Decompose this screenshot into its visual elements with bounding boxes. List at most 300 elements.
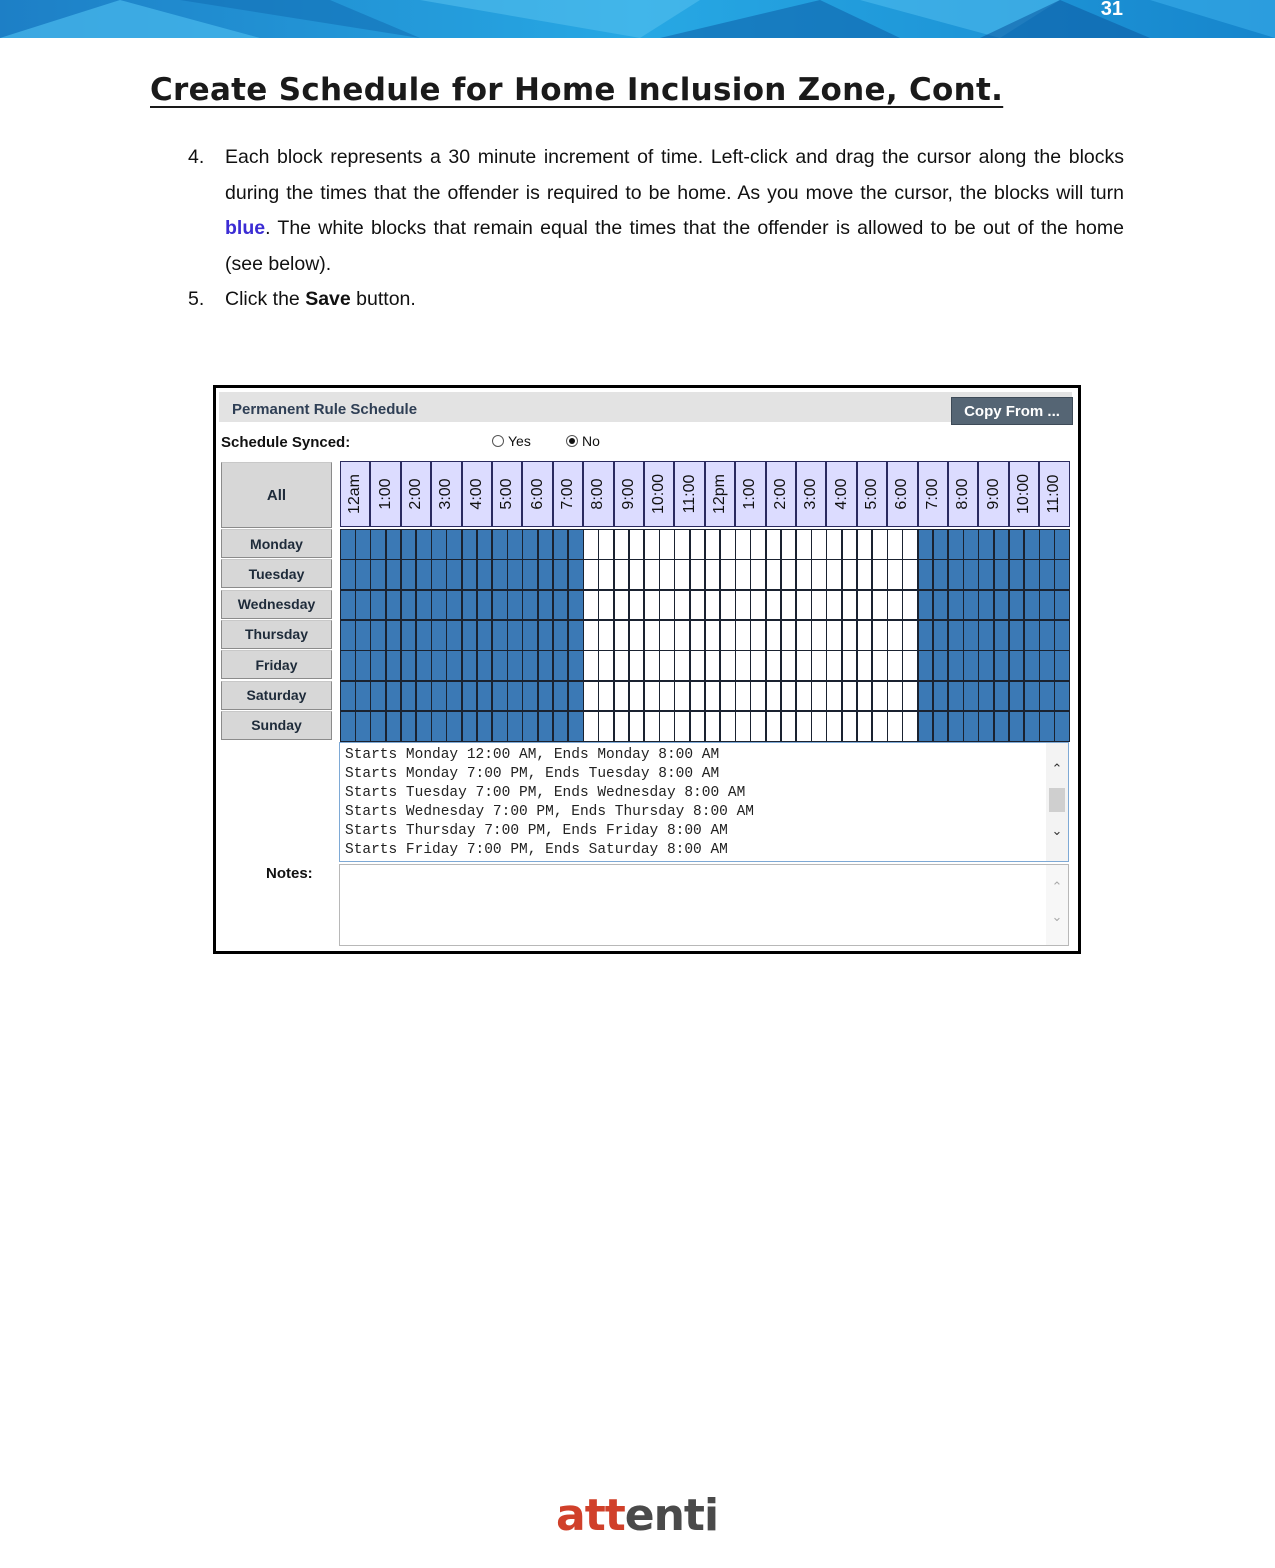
schedule-block-out[interactable] bbox=[720, 711, 736, 742]
schedule-block-out[interactable] bbox=[644, 590, 660, 621]
schedule-block-out[interactable] bbox=[674, 620, 690, 651]
schedule-block-out[interactable] bbox=[598, 681, 614, 712]
schedule-block-out[interactable] bbox=[598, 559, 614, 590]
schedule-block-out[interactable] bbox=[796, 620, 812, 651]
schedule-block-home[interactable] bbox=[507, 590, 523, 621]
schedule-block-out[interactable] bbox=[781, 590, 797, 621]
hour-header[interactable] bbox=[462, 461, 492, 527]
schedule-block-home[interactable] bbox=[522, 559, 538, 590]
radio-yes-circle[interactable] bbox=[492, 435, 504, 447]
schedule-block-out[interactable] bbox=[842, 650, 858, 681]
schedule-block-home[interactable] bbox=[948, 620, 964, 651]
schedule-block-out[interactable] bbox=[872, 559, 888, 590]
schedule-block-home[interactable] bbox=[370, 620, 386, 651]
schedule-block-home[interactable] bbox=[963, 559, 979, 590]
schedule-block-home[interactable] bbox=[462, 650, 478, 681]
schedule-block-out[interactable] bbox=[750, 711, 766, 742]
schedule-block-out[interactable] bbox=[842, 681, 858, 712]
schedule-block-home[interactable] bbox=[492, 650, 508, 681]
schedule-block-out[interactable] bbox=[750, 650, 766, 681]
schedule-block-home[interactable] bbox=[933, 620, 949, 651]
schedule-block-out[interactable] bbox=[796, 590, 812, 621]
schedule-block-home[interactable] bbox=[522, 529, 538, 560]
schedule-block-out[interactable] bbox=[887, 559, 903, 590]
schedule-block-out[interactable] bbox=[644, 529, 660, 560]
schedule-block-home[interactable] bbox=[416, 711, 432, 742]
schedule-block-home[interactable] bbox=[933, 559, 949, 590]
schedule-block-out[interactable] bbox=[659, 711, 675, 742]
schedule-block-out[interactable] bbox=[811, 559, 827, 590]
schedule-block-out[interactable] bbox=[887, 650, 903, 681]
hour-header[interactable] bbox=[948, 461, 978, 527]
schedule-block-home[interactable] bbox=[477, 559, 493, 590]
schedule-block-home[interactable] bbox=[477, 620, 493, 651]
schedule-block-home[interactable] bbox=[431, 529, 447, 560]
schedule-block-home[interactable] bbox=[431, 650, 447, 681]
schedule-block-out[interactable] bbox=[857, 529, 873, 560]
schedule-block-home[interactable] bbox=[386, 711, 402, 742]
schedule-block-home[interactable] bbox=[477, 590, 493, 621]
schedule-block-out[interactable] bbox=[690, 711, 706, 742]
scroll-down-icon[interactable]: ⌄ bbox=[1051, 823, 1063, 838]
schedule-block-out[interactable] bbox=[644, 650, 660, 681]
schedule-block-out[interactable] bbox=[583, 620, 599, 651]
schedule-block-out[interactable] bbox=[644, 620, 660, 651]
schedule-block-home[interactable] bbox=[1024, 620, 1040, 651]
schedule-block-home[interactable] bbox=[355, 590, 371, 621]
schedule-block-home[interactable] bbox=[978, 650, 994, 681]
schedule-block-home[interactable] bbox=[1024, 590, 1040, 621]
schedule-block-out[interactable] bbox=[750, 590, 766, 621]
schedule-block-out[interactable] bbox=[781, 650, 797, 681]
schedule-block-home[interactable] bbox=[1039, 590, 1055, 621]
day-button-monday[interactable]: Monday bbox=[221, 529, 332, 558]
schedule-block-out[interactable] bbox=[842, 529, 858, 560]
hour-header[interactable] bbox=[766, 461, 796, 527]
schedule-block-home[interactable] bbox=[370, 559, 386, 590]
schedule-block-out[interactable] bbox=[735, 529, 751, 560]
schedule-block-out[interactable] bbox=[781, 559, 797, 590]
schedule-block-out[interactable] bbox=[750, 620, 766, 651]
schedule-block-home[interactable] bbox=[933, 711, 949, 742]
hour-header[interactable] bbox=[887, 461, 917, 527]
schedule-block-home[interactable] bbox=[568, 529, 584, 560]
schedule-block-home[interactable] bbox=[918, 650, 934, 681]
schedule-block-out[interactable] bbox=[826, 620, 842, 651]
schedule-block-home[interactable] bbox=[416, 590, 432, 621]
schedule-block-out[interactable] bbox=[887, 681, 903, 712]
schedule-block-home[interactable] bbox=[1024, 711, 1040, 742]
schedule-block-home[interactable] bbox=[553, 650, 569, 681]
schedule-block-out[interactable] bbox=[735, 681, 751, 712]
schedule-block-out[interactable] bbox=[583, 650, 599, 681]
schedule-block-out[interactable] bbox=[766, 559, 782, 590]
schedule-block-home[interactable] bbox=[462, 590, 478, 621]
schedule-block-out[interactable] bbox=[583, 590, 599, 621]
schedule-block-out[interactable] bbox=[811, 681, 827, 712]
schedule-block-home[interactable] bbox=[340, 711, 356, 742]
schedule-block-home[interactable] bbox=[522, 620, 538, 651]
schedule-block-out[interactable] bbox=[674, 559, 690, 590]
schedule-block-out[interactable] bbox=[720, 529, 736, 560]
schedule-block-home[interactable] bbox=[446, 681, 462, 712]
hour-header[interactable] bbox=[644, 461, 674, 527]
schedule-block-home[interactable] bbox=[507, 681, 523, 712]
schedule-block-out[interactable] bbox=[811, 650, 827, 681]
schedule-block-out[interactable] bbox=[872, 681, 888, 712]
schedule-block-home[interactable] bbox=[431, 681, 447, 712]
schedule-block-out[interactable] bbox=[659, 681, 675, 712]
schedule-block-out[interactable] bbox=[750, 681, 766, 712]
schedule-block-home[interactable] bbox=[948, 711, 964, 742]
day-button-friday[interactable]: Friday bbox=[221, 650, 332, 679]
schedule-block-home[interactable] bbox=[1024, 681, 1040, 712]
schedule-block-out[interactable] bbox=[902, 620, 918, 651]
schedule-block-home[interactable] bbox=[1039, 711, 1055, 742]
schedule-block-out[interactable] bbox=[720, 681, 736, 712]
schedule-block-out[interactable] bbox=[705, 590, 721, 621]
schedule-block-home[interactable] bbox=[370, 650, 386, 681]
schedule-block-out[interactable] bbox=[902, 559, 918, 590]
schedule-block-home[interactable] bbox=[994, 529, 1010, 560]
schedule-block-out[interactable] bbox=[842, 620, 858, 651]
schedule-block-home[interactable] bbox=[1009, 711, 1025, 742]
schedule-block-out[interactable] bbox=[629, 590, 645, 621]
hour-header[interactable] bbox=[431, 461, 461, 527]
schedule-block-home[interactable] bbox=[355, 681, 371, 712]
schedule-block-home[interactable] bbox=[933, 590, 949, 621]
schedule-block-home[interactable] bbox=[933, 529, 949, 560]
schedule-block-out[interactable] bbox=[598, 711, 614, 742]
schedule-block-out[interactable] bbox=[659, 620, 675, 651]
schedule-block-home[interactable] bbox=[553, 559, 569, 590]
schedule-block-out[interactable] bbox=[614, 559, 630, 590]
schedule-block-home[interactable] bbox=[1039, 559, 1055, 590]
schedule-block-home[interactable] bbox=[918, 620, 934, 651]
schedule-block-home[interactable] bbox=[963, 620, 979, 651]
schedule-block-home[interactable] bbox=[1054, 559, 1070, 590]
schedule-block-out[interactable] bbox=[614, 650, 630, 681]
schedule-block-out[interactable] bbox=[902, 529, 918, 560]
day-button-thursday[interactable]: Thursday bbox=[221, 620, 332, 649]
schedule-block-out[interactable] bbox=[674, 711, 690, 742]
schedule-block-out[interactable] bbox=[902, 681, 918, 712]
schedule-block-home[interactable] bbox=[978, 559, 994, 590]
schedule-block-home[interactable] bbox=[918, 711, 934, 742]
schedule-block-home[interactable] bbox=[370, 681, 386, 712]
schedule-block-out[interactable] bbox=[720, 650, 736, 681]
schedule-block-out[interactable] bbox=[857, 590, 873, 621]
schedule-block-home[interactable] bbox=[918, 529, 934, 560]
schedule-block-home[interactable] bbox=[340, 620, 356, 651]
scroll-up-icon[interactable]: ⌃ bbox=[1051, 879, 1063, 894]
schedule-block-out[interactable] bbox=[629, 620, 645, 651]
schedule-block-out[interactable] bbox=[826, 711, 842, 742]
schedule-block-home[interactable] bbox=[1024, 559, 1040, 590]
schedule-block-out[interactable] bbox=[750, 529, 766, 560]
schedule-block-home[interactable] bbox=[340, 559, 356, 590]
schedule-block-home[interactable] bbox=[386, 681, 402, 712]
schedule-block-home[interactable] bbox=[538, 590, 554, 621]
schedule-block-home[interactable] bbox=[963, 650, 979, 681]
schedule-block-home[interactable] bbox=[492, 529, 508, 560]
schedule-block-out[interactable] bbox=[735, 590, 751, 621]
hour-header[interactable] bbox=[370, 461, 400, 527]
hour-header[interactable] bbox=[553, 461, 583, 527]
schedule-block-out[interactable] bbox=[796, 681, 812, 712]
schedule-block-out[interactable] bbox=[598, 650, 614, 681]
schedule-block-home[interactable] bbox=[963, 529, 979, 560]
schedule-block-home[interactable] bbox=[1054, 681, 1070, 712]
schedule-block-home[interactable] bbox=[568, 711, 584, 742]
schedule-block-home[interactable] bbox=[994, 559, 1010, 590]
radio-no-circle[interactable] bbox=[566, 435, 578, 447]
schedule-block-home[interactable] bbox=[994, 650, 1010, 681]
schedule-block-home[interactable] bbox=[355, 620, 371, 651]
schedule-block-home[interactable] bbox=[1009, 681, 1025, 712]
schedule-block-home[interactable] bbox=[1009, 620, 1025, 651]
schedule-block-home[interactable] bbox=[994, 620, 1010, 651]
schedule-block-home[interactable] bbox=[446, 650, 462, 681]
schedule-block-out[interactable] bbox=[842, 590, 858, 621]
schedule-block-out[interactable] bbox=[659, 590, 675, 621]
schedule-block-home[interactable] bbox=[355, 650, 371, 681]
schedule-block-home[interactable] bbox=[568, 650, 584, 681]
schedule-block-out[interactable] bbox=[826, 529, 842, 560]
schedule-block-home[interactable] bbox=[416, 650, 432, 681]
schedule-block-out[interactable] bbox=[705, 529, 721, 560]
schedule-block-home[interactable] bbox=[522, 681, 538, 712]
schedule-block-home[interactable] bbox=[416, 681, 432, 712]
schedule-block-home[interactable] bbox=[370, 711, 386, 742]
schedule-block-out[interactable] bbox=[598, 620, 614, 651]
day-button-wednesday[interactable]: Wednesday bbox=[221, 590, 332, 619]
schedule-block-out[interactable] bbox=[811, 711, 827, 742]
schedule-block-home[interactable] bbox=[416, 620, 432, 651]
schedule-block-out[interactable] bbox=[766, 620, 782, 651]
schedule-block-out[interactable] bbox=[872, 620, 888, 651]
schedule-block-home[interactable] bbox=[431, 620, 447, 651]
schedule-block-out[interactable] bbox=[811, 620, 827, 651]
hour-header[interactable] bbox=[918, 461, 948, 527]
schedule-block-home[interactable] bbox=[963, 590, 979, 621]
schedule-block-out[interactable] bbox=[887, 590, 903, 621]
schedule-block-out[interactable] bbox=[826, 650, 842, 681]
schedule-block-home[interactable] bbox=[340, 590, 356, 621]
schedule-block-home[interactable] bbox=[538, 681, 554, 712]
schedule-block-out[interactable] bbox=[583, 681, 599, 712]
scroll-down-icon[interactable]: ⌄ bbox=[1051, 909, 1063, 924]
schedule-block-out[interactable] bbox=[629, 559, 645, 590]
schedule-block-out[interactable] bbox=[644, 559, 660, 590]
schedule-block-home[interactable] bbox=[507, 620, 523, 651]
schedule-block-home[interactable] bbox=[994, 681, 1010, 712]
schedule-block-out[interactable] bbox=[720, 559, 736, 590]
schedule-block-out[interactable] bbox=[826, 559, 842, 590]
schedule-block-out[interactable] bbox=[705, 559, 721, 590]
schedule-block-home[interactable] bbox=[492, 620, 508, 651]
schedule-block-out[interactable] bbox=[629, 529, 645, 560]
schedule-block-home[interactable] bbox=[933, 650, 949, 681]
schedule-block-home[interactable] bbox=[462, 559, 478, 590]
schedule-block-home[interactable] bbox=[1054, 529, 1070, 560]
schedule-block-home[interactable] bbox=[431, 559, 447, 590]
schedule-block-home[interactable] bbox=[948, 681, 964, 712]
schedule-block-out[interactable] bbox=[690, 529, 706, 560]
schedule-block-home[interactable] bbox=[386, 650, 402, 681]
schedule-block-out[interactable] bbox=[598, 590, 614, 621]
hour-header[interactable] bbox=[826, 461, 856, 527]
schedule-block-home[interactable] bbox=[492, 681, 508, 712]
schedule-block-home[interactable] bbox=[370, 590, 386, 621]
schedule-block-home[interactable] bbox=[401, 559, 417, 590]
schedule-block-out[interactable] bbox=[644, 681, 660, 712]
hour-header[interactable] bbox=[796, 461, 826, 527]
schedule-block-home[interactable] bbox=[507, 529, 523, 560]
schedule-block-out[interactable] bbox=[872, 650, 888, 681]
schedule-block-home[interactable] bbox=[401, 590, 417, 621]
schedule-block-out[interactable] bbox=[857, 681, 873, 712]
schedule-block-out[interactable] bbox=[720, 620, 736, 651]
hour-header[interactable] bbox=[522, 461, 552, 527]
schedule-block-home[interactable] bbox=[1039, 650, 1055, 681]
schedule-block-home[interactable] bbox=[918, 559, 934, 590]
schedule-block-out[interactable] bbox=[902, 650, 918, 681]
schedule-block-out[interactable] bbox=[887, 529, 903, 560]
schedule-block-out[interactable] bbox=[872, 711, 888, 742]
schedule-block-home[interactable] bbox=[538, 559, 554, 590]
copy-from-button[interactable]: Copy From ... bbox=[951, 397, 1073, 425]
schedule-block-home[interactable] bbox=[431, 590, 447, 621]
schedule-block-out[interactable] bbox=[583, 559, 599, 590]
hour-header[interactable] bbox=[1039, 461, 1069, 527]
schedule-block-out[interactable] bbox=[674, 650, 690, 681]
schedule-block-home[interactable] bbox=[1009, 590, 1025, 621]
all-button[interactable]: All bbox=[221, 462, 332, 528]
scroll-up-icon[interactable]: ⌃ bbox=[1051, 761, 1063, 776]
schedule-block-out[interactable] bbox=[674, 590, 690, 621]
schedule-block-out[interactable] bbox=[826, 681, 842, 712]
schedule-block-out[interactable] bbox=[629, 711, 645, 742]
schedule-block-home[interactable] bbox=[401, 529, 417, 560]
hour-header[interactable] bbox=[583, 461, 613, 527]
schedule-block-out[interactable] bbox=[659, 529, 675, 560]
schedule-block-out[interactable] bbox=[796, 559, 812, 590]
schedule-block-out[interactable] bbox=[902, 590, 918, 621]
schedule-block-out[interactable] bbox=[781, 620, 797, 651]
schedule-block-home[interactable] bbox=[492, 590, 508, 621]
schedule-block-out[interactable] bbox=[659, 559, 675, 590]
schedule-block-home[interactable] bbox=[401, 711, 417, 742]
schedule-block-out[interactable] bbox=[690, 590, 706, 621]
hour-header[interactable] bbox=[1009, 461, 1039, 527]
hour-header[interactable] bbox=[705, 461, 735, 527]
schedule-block-out[interactable] bbox=[857, 650, 873, 681]
schedule-block-home[interactable] bbox=[1009, 650, 1025, 681]
schedule-block-home[interactable] bbox=[978, 711, 994, 742]
schedule-block-home[interactable] bbox=[994, 590, 1010, 621]
schedule-block-home[interactable] bbox=[1024, 529, 1040, 560]
hour-header[interactable] bbox=[614, 461, 644, 527]
schedule-block-home[interactable] bbox=[401, 681, 417, 712]
schedule-block-home[interactable] bbox=[948, 590, 964, 621]
schedule-block-home[interactable] bbox=[1009, 559, 1025, 590]
schedule-block-home[interactable] bbox=[553, 620, 569, 651]
schedule-block-home[interactable] bbox=[492, 559, 508, 590]
schedule-block-out[interactable] bbox=[674, 529, 690, 560]
schedule-block-home[interactable] bbox=[918, 681, 934, 712]
day-button-saturday[interactable]: Saturday bbox=[221, 681, 332, 710]
schedule-block-out[interactable] bbox=[735, 559, 751, 590]
schedule-block-home[interactable] bbox=[446, 620, 462, 651]
schedule-block-out[interactable] bbox=[614, 590, 630, 621]
schedule-block-home[interactable] bbox=[568, 590, 584, 621]
schedule-block-home[interactable] bbox=[477, 529, 493, 560]
schedule-block-home[interactable] bbox=[568, 620, 584, 651]
schedule-block-home[interactable] bbox=[386, 559, 402, 590]
schedule-block-out[interactable] bbox=[766, 650, 782, 681]
schedule-block-home[interactable] bbox=[994, 711, 1010, 742]
schedule-block-out[interactable] bbox=[766, 590, 782, 621]
hour-header[interactable] bbox=[978, 461, 1008, 527]
schedule-block-out[interactable] bbox=[614, 529, 630, 560]
schedule-block-home[interactable] bbox=[522, 590, 538, 621]
hour-header[interactable] bbox=[340, 461, 370, 527]
schedule-block-home[interactable] bbox=[386, 590, 402, 621]
schedule-block-home[interactable] bbox=[446, 590, 462, 621]
schedule-block-out[interactable] bbox=[735, 650, 751, 681]
schedule-block-out[interactable] bbox=[705, 620, 721, 651]
day-button-tuesday[interactable]: Tuesday bbox=[221, 559, 332, 588]
schedule-block-home[interactable] bbox=[978, 681, 994, 712]
schedule-block-out[interactable] bbox=[583, 711, 599, 742]
schedule-block-out[interactable] bbox=[705, 711, 721, 742]
schedule-block-home[interactable] bbox=[477, 681, 493, 712]
schedule-block-out[interactable] bbox=[720, 590, 736, 621]
schedule-block-out[interactable] bbox=[629, 681, 645, 712]
schedule-block-home[interactable] bbox=[963, 681, 979, 712]
schedule-block-home[interactable] bbox=[492, 711, 508, 742]
schedule-block-home[interactable] bbox=[340, 681, 356, 712]
schedule-block-out[interactable] bbox=[796, 711, 812, 742]
schedule-block-home[interactable] bbox=[1039, 620, 1055, 651]
schedule-notes-box[interactable] bbox=[339, 742, 1069, 862]
schedule-block-home[interactable] bbox=[538, 620, 554, 651]
schedule-block-home[interactable] bbox=[401, 650, 417, 681]
schedule-block-home[interactable] bbox=[1054, 590, 1070, 621]
schedule-block-out[interactable] bbox=[735, 711, 751, 742]
schedule-block-out[interactable] bbox=[887, 711, 903, 742]
schedule-block-out[interactable] bbox=[842, 711, 858, 742]
schedule-block-home[interactable] bbox=[507, 559, 523, 590]
schedule-block-home[interactable] bbox=[340, 650, 356, 681]
schedule-block-out[interactable] bbox=[644, 711, 660, 742]
schedule-block-home[interactable] bbox=[431, 711, 447, 742]
schedule-block-home[interactable] bbox=[1039, 529, 1055, 560]
schedule-block-out[interactable] bbox=[750, 559, 766, 590]
schedule-block-home[interactable] bbox=[446, 559, 462, 590]
schedule-block-home[interactable] bbox=[538, 711, 554, 742]
schedule-block-out[interactable] bbox=[781, 529, 797, 560]
schedule-block-out[interactable] bbox=[705, 650, 721, 681]
schedule-block-out[interactable] bbox=[842, 559, 858, 590]
schedule-block-home[interactable] bbox=[355, 559, 371, 590]
schedule-block-home[interactable] bbox=[1054, 711, 1070, 742]
schedule-block-out[interactable] bbox=[766, 711, 782, 742]
schedule-block-out[interactable] bbox=[796, 650, 812, 681]
schedule-block-out[interactable] bbox=[735, 620, 751, 651]
schedule-block-home[interactable] bbox=[477, 711, 493, 742]
